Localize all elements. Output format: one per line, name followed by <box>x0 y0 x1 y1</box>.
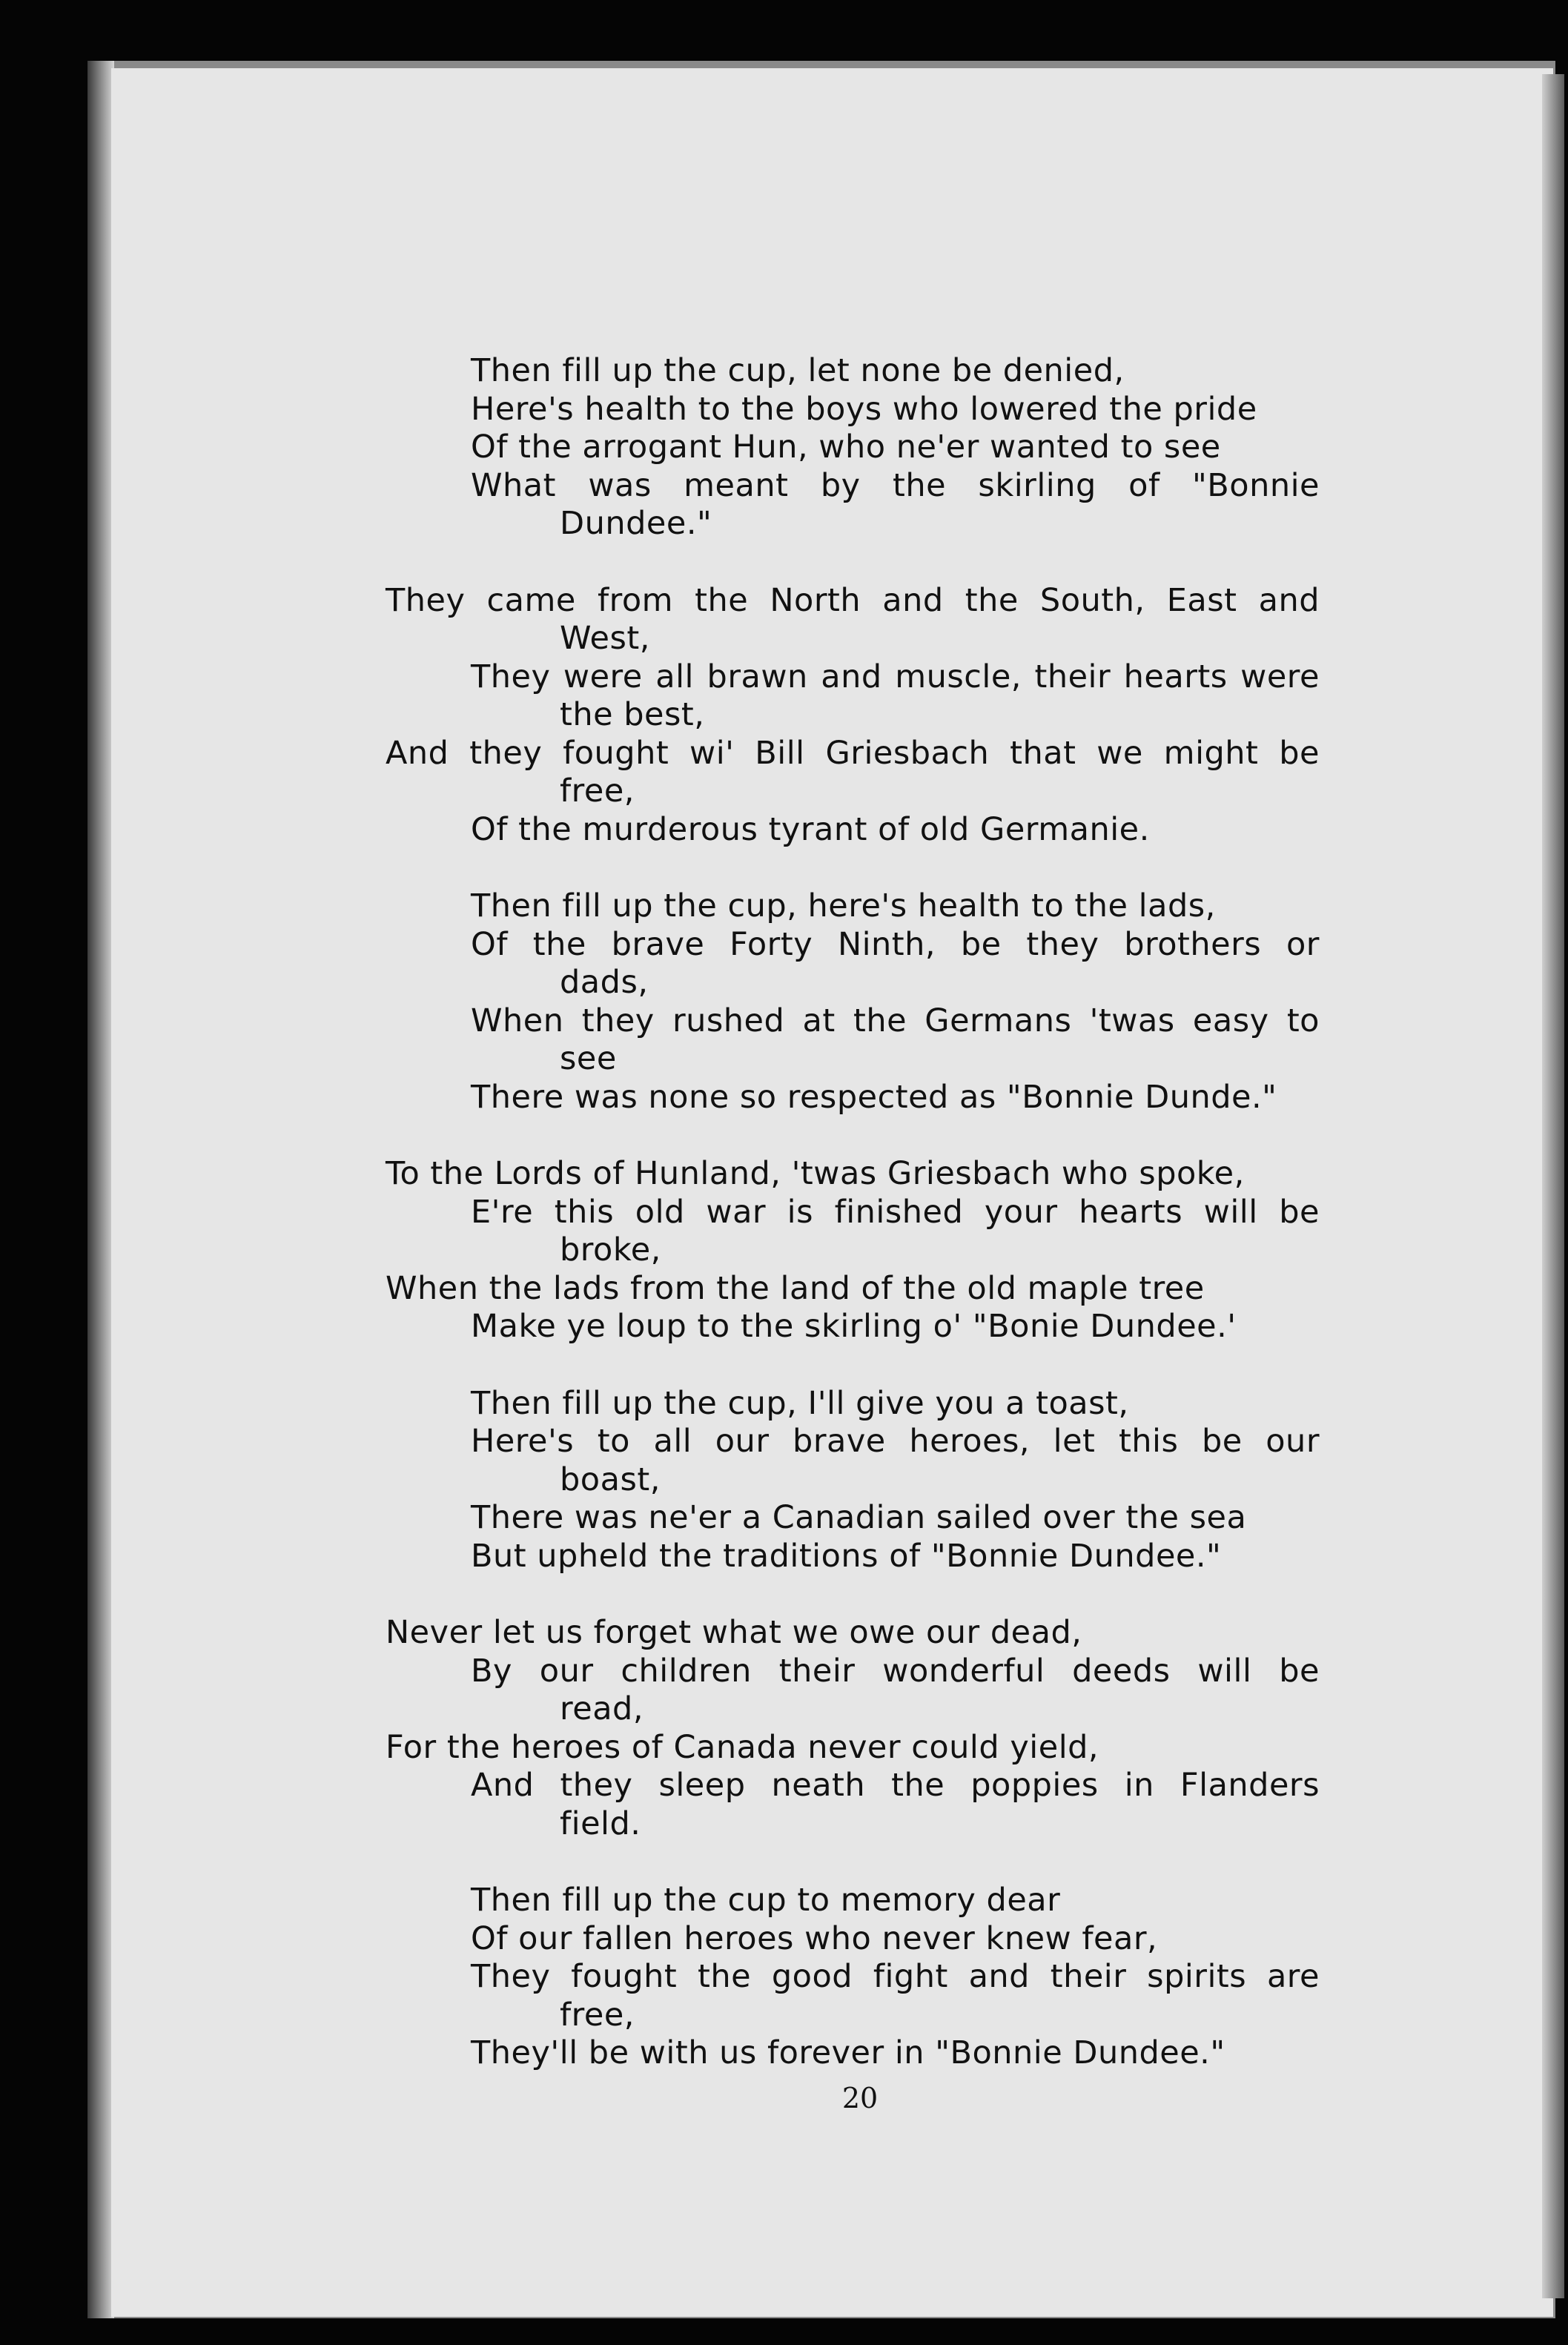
poem-line: Of the brave Forty Ninth, be they brothers or <box>471 925 1320 963</box>
poem-line: When the lads from the land of the old maple tree <box>386 1269 1205 1307</box>
poem-line: Then fill up the cup, here's health to the lads, <box>471 887 1216 925</box>
poem-line: And they fought wi' Bill Griesbach that we might be <box>386 734 1320 772</box>
poem-line: They'll be with us forever in "Bonnie Dundee." <box>471 2034 1225 2071</box>
page-right-edge <box>1542 74 1564 2298</box>
poem-line: Of the murderous tyrant of old Germanie. <box>471 810 1150 848</box>
poem-line: the best, <box>560 696 705 733</box>
poem-line: There was none so respected as "Bonnie Dunde." <box>471 1078 1277 1116</box>
poem-line: Of the arrogant Hun, who ne'er wanted to see <box>471 429 1221 466</box>
poem-line: boast, <box>560 1461 661 1498</box>
stanza <box>386 1155 1320 1346</box>
stanza-gap <box>386 543 1320 582</box>
poem-line: To the Lords of Hunland, 'twas Griesbach who spoke, <box>386 1155 1245 1192</box>
poem-line: When they rushed at the Germans 'twas easy to <box>471 1002 1320 1039</box>
stanza <box>386 1882 1320 2073</box>
poem-line: dads, <box>560 964 649 1001</box>
stanza <box>386 887 1320 1117</box>
stanza <box>386 1614 1320 1843</box>
poem-line: Never let us forget what we owe our dead, <box>386 1614 1082 1651</box>
poem-line: They fought the good fight and their spirits are <box>471 1958 1320 1995</box>
poem-line: And they sleep neath the poppies in Flanders <box>471 1767 1320 1804</box>
stanza <box>386 1385 1320 1576</box>
poem-line: free, <box>560 1996 635 2034</box>
poem-line: For the heroes of Canada never could yield, <box>386 1728 1099 1766</box>
poem-line: Here's to all our brave heroes, let this be our <box>471 1423 1320 1460</box>
poem-body <box>386 352 1320 2073</box>
poem-line: read, <box>560 1690 644 1727</box>
poem-line: E're this old war is finished your hearts will be <box>471 1193 1320 1231</box>
poem-line: free, <box>560 773 635 810</box>
poem-line: Make ye loup to the skirling o' "Bonie Dundee.' <box>471 1308 1237 1345</box>
poem-line: Here's health to the boys who lowered the pride <box>471 390 1257 428</box>
poem-line: see <box>560 1040 617 1077</box>
poem-line: Then fill up the cup, let none be denied, <box>471 352 1125 389</box>
poem-line: By our children their wonderful deeds will be <box>471 1652 1320 1690</box>
book-binding-edge <box>87 61 114 2318</box>
poem-line: What was meant by the skirling of "Bonnie <box>471 466 1320 504</box>
stanza <box>386 582 1320 850</box>
poem-line: broke, <box>560 1231 661 1269</box>
poem-line: West, <box>560 620 650 657</box>
stanza-gap <box>386 1575 1320 1614</box>
poem-line: Then fill up the cup to memory dear <box>471 1882 1061 1919</box>
stanza-gap <box>386 1346 1320 1385</box>
stanza-gap <box>386 1843 1320 1882</box>
poem-line: field. <box>560 1805 641 1842</box>
stanza-gap <box>386 849 1320 887</box>
poem-line: But upheld the traditions of "Bonnie Dundee." <box>471 1537 1222 1575</box>
poem-line: Then fill up the cup, I'll give you a toast, <box>471 1384 1129 1422</box>
page-number: 20 <box>841 2082 879 2114</box>
poem-line: Dundee." <box>560 505 712 542</box>
poem-line: Of our fallen heroes who never knew fear, <box>471 1919 1158 1957</box>
poem-line: They came from the North and the South, East and <box>386 581 1320 619</box>
stanza <box>386 352 1320 543</box>
stanza-gap <box>386 1117 1320 1155</box>
poem-line: There was ne'er a Canadian sailed over the sea <box>471 1499 1247 1536</box>
poem-line: They were all brawn and muscle, their hearts were <box>471 658 1320 695</box>
